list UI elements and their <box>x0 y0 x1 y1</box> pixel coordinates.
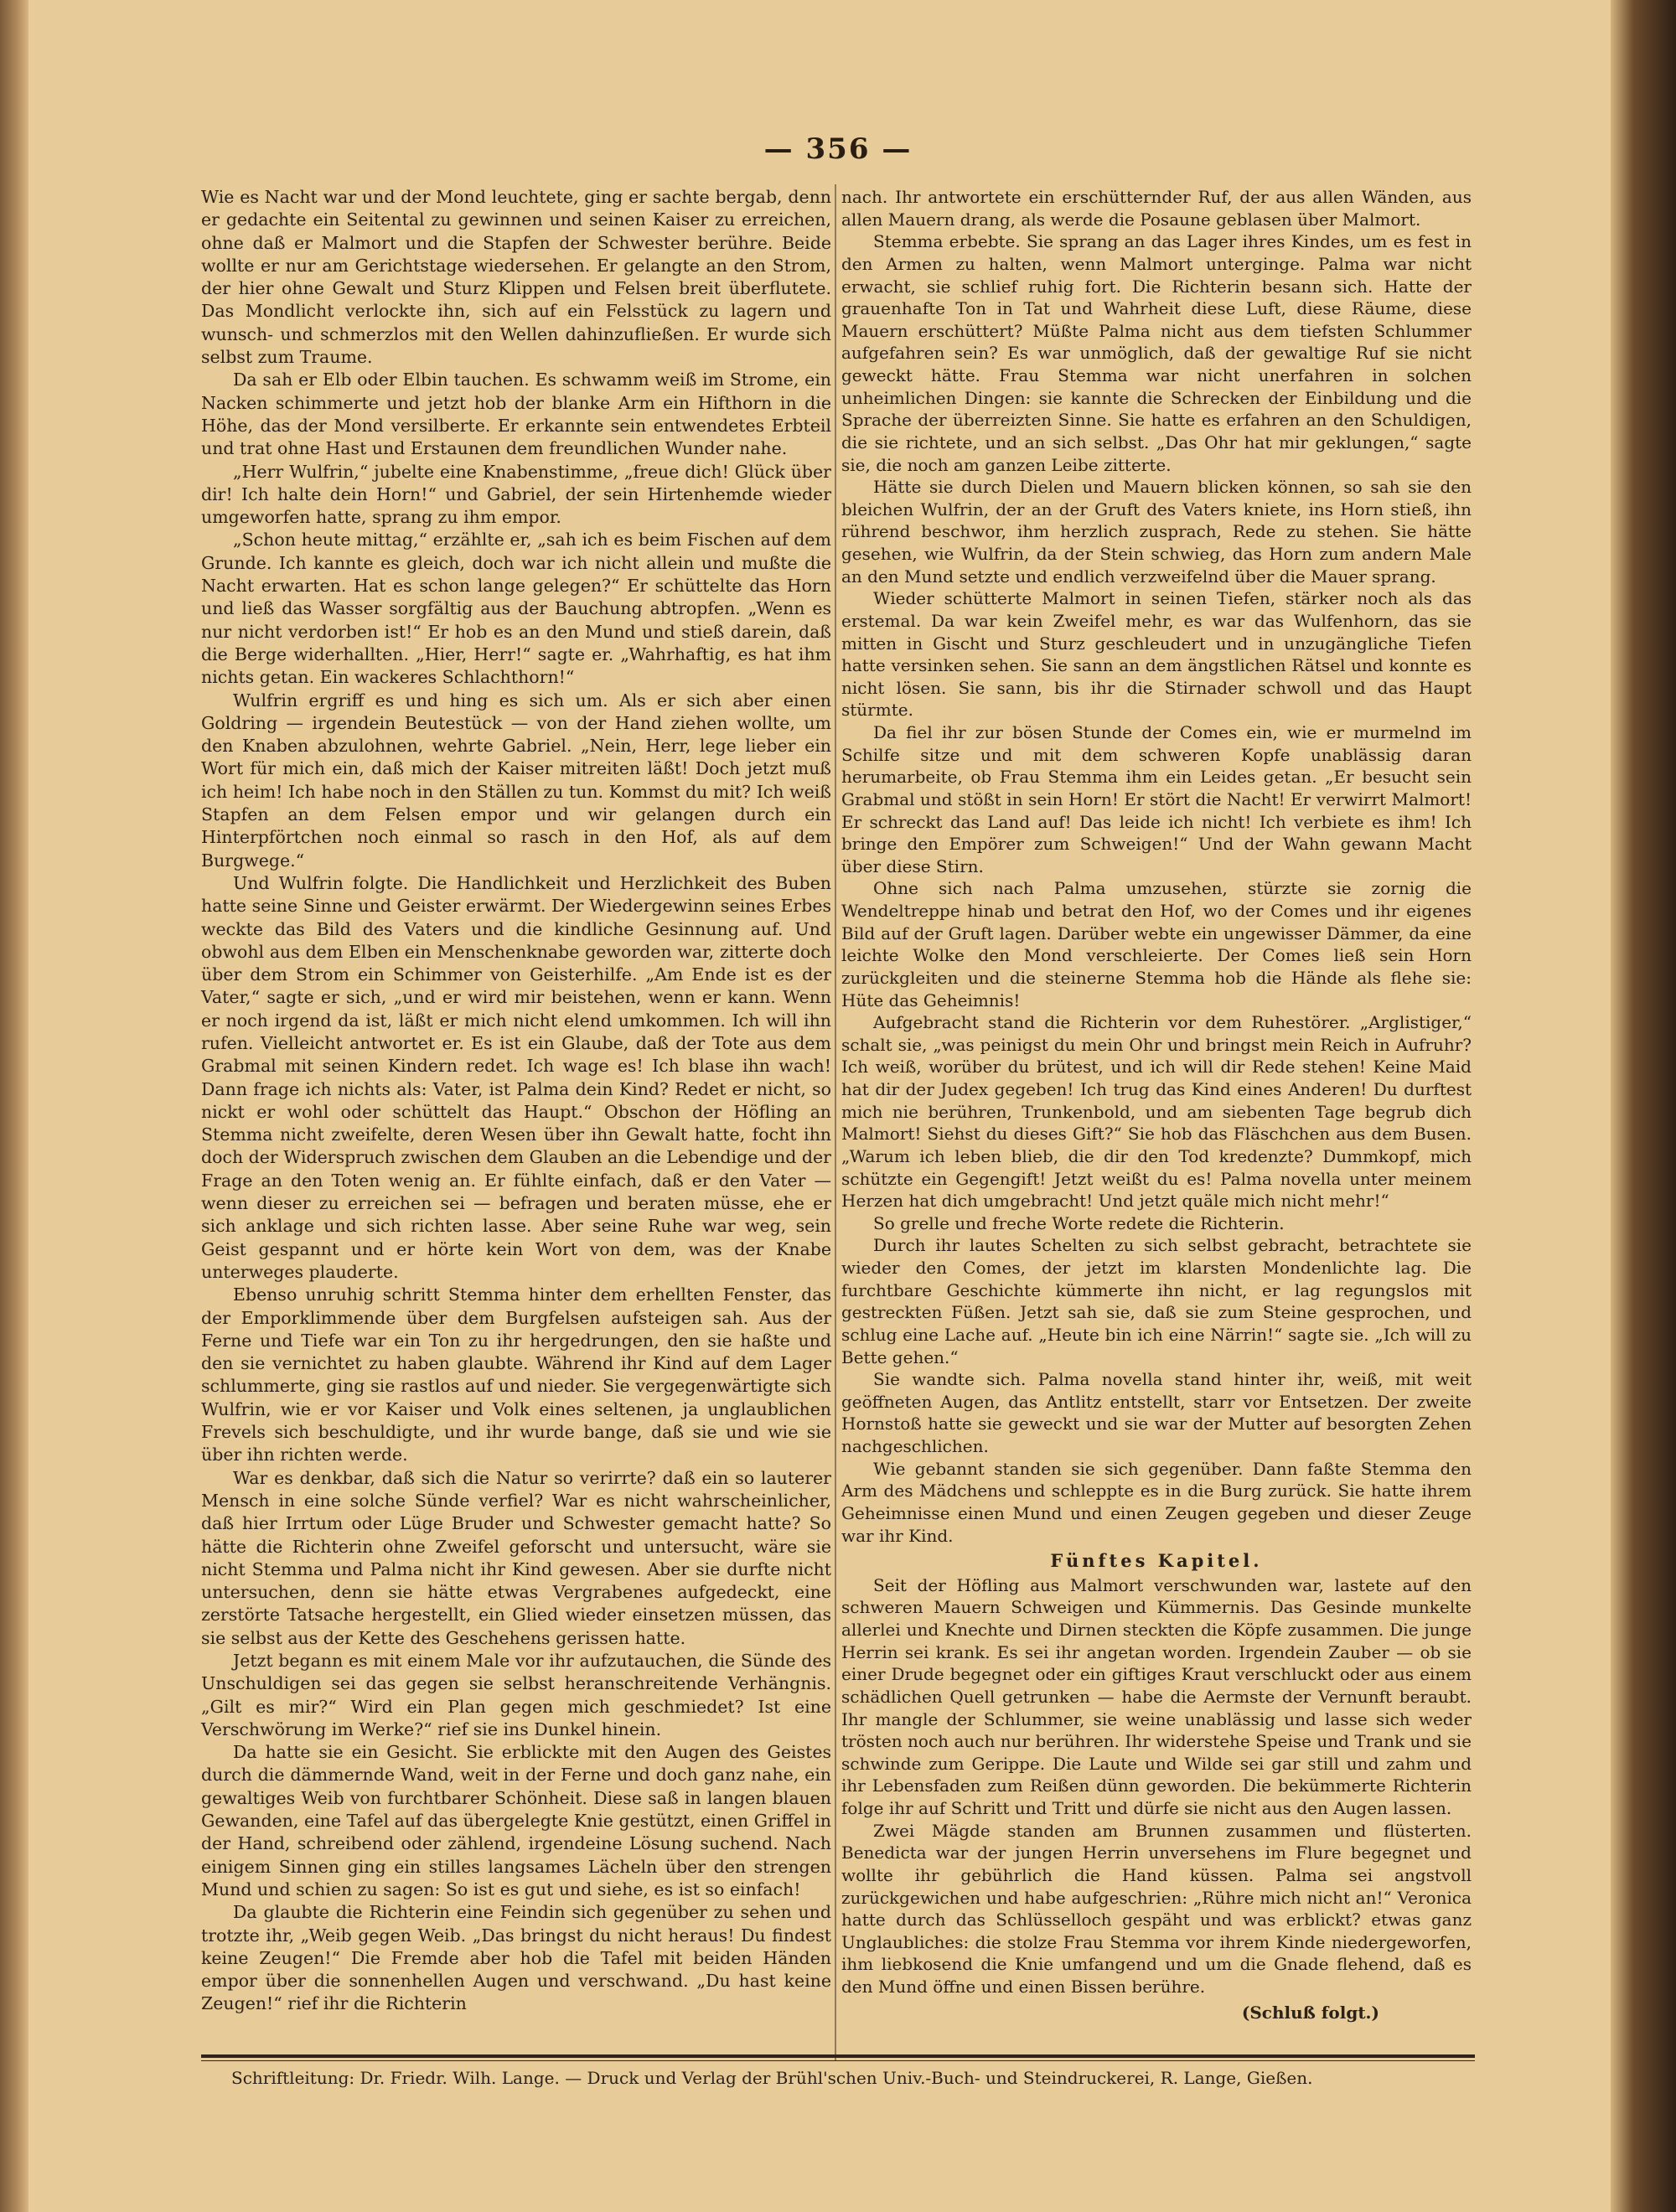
paragraph: Wie es Nacht war und der Mond leuchtete, ging er sachte bergab, denn er gedachte ein Seitental zu gewinnen und seinen Kaiser zu erreichen, ohne daß er Malmort und die Stapfen der Schwester berühre. Beide wollte er nur am Gerichtstage wiedersehen. Er gelangte an den Strom, der hier ohne Gewalt und Sturz Klippen und Felsen breit überflutete. Das Mondlicht verlockte ihn, sich auf ein Felsstück zu lagern und wunsch- und schmerzlos mit den Wellen dahinzufließen. Er wurde sich selbst zum Traume. <box>201 187 831 368</box>
paragraph: So grelle und freche Worte redete die Richterin. <box>873 1212 1285 1233</box>
paragraph: Wie gebannt standen sie sich gegenüber. Dann faßte Stemma den Arm des Mädchens und schleppte es in die Burg zurück. Sie hatte ihrem Geheimnisse einen Mund und einen Zeugen gegeben und dieser Zeuge war ihr Kind. <box>841 1458 1472 1546</box>
paragraph: Da sah er Elb oder Elbin tauchen. Es schwamm weiß im Strome, ein Nacken schimmerte und jetzt hob der blanke Arm ein Hifthorn in die Höhe, das der Mond versilberte. Er erkannte sein entwendetes Erbteil und trat ohne Hast und Erstaunen dem freundlichen Wunder nahe. <box>201 370 831 459</box>
paragraph: „Schon heute mittag,“ erzählte er, „sah ich es beim Fischen auf dem Grunde. Ich kannte es gleich, doch war ich nicht allein und mußte die Nacht erwarten. Hat es schon lange gelegen?“ Er schüttelte das Horn und ließ das Wasser sorgfältig aus der Bauchung abtropfen. „Wenn es nur nicht verdorben ist!“ Er hob es an den Mund und stieß darein, daß die Berge widerhallten. „Hier, Herr!“ sagte er. „Wahrhaftig, es hat ihm nichts getan. Ein wackeres Schlachthorn!“ <box>201 530 831 688</box>
paragraph: Und Wulfrin folgte. Die Handlichkeit und Herzlichkeit des Buben hatte seine Sinne und Geister erwärmt. Der Wiedergewinn seines Erbes weckte das Bild des Vaters und die kindliche Gesinnung auf. Und obwohl aus dem Elben ein Menschenknabe geworden war, zitterte doch über dem Strom ein Schimmer von Geisterhilfe. „Am Ende ist es der Vater,“ sagte er sich, „und er wird mir beistehen, wenn er kann. Wenn er noch irgend da ist, läßt er mich nicht elend umkommen. Ich will ihn rufen. Vielleicht antwortet er. Es ist ein Glaube, daß der Tote aus dem Grabmal mit seinen Kindern redet. Ich wage es! Ich blase ihn wach! Dann frage ich nichts als: Vater, ist Palma dein Kind? Redet er nicht, so nickt er wohl oder schüttelt das Haupt.“ Obschon der Höfling an Stemma nicht zweifelte, deren Wesen über ihn Gewalt hatte, focht ihn doch der Widerspruch zwischen dem Glauben an die Lebendige und der Frage an den Toten wenig an. Er fühlte einfach, daß er den Vater — wenn dieser zu erreichen sei — befragen und beraten müsse, ehe er sich anklage und sich richten lasse. Aber seine Ruhe war weg, sein Geist gespannt und er hörte kein Wort von dem, was der Knabe unterweges plauderte. <box>201 872 831 1282</box>
paragraph: Da fiel ihr zur bösen Stunde der Comes ein, wie er murmelnd im Schilfe sitze und mit dem schweren Kopfe unablässig daran herumarbeite, ob Frau Stemma ihm ein Leides getan. „Er besucht sein Grabmal und stößt in sein Horn! Er stört die Nacht! Er verwirrt Malmort! Er schreckt das Land auf! Das leide ich nicht! Ich verbiete es ihm! Ich bringe den Empörer zum Schweigen!“ Und der Wahn gewann Macht über diese Stirn. <box>841 722 1472 876</box>
to-be-continued-note: (Schluß folgt.) <box>1241 2002 1379 2023</box>
footer-rule-thin <box>201 2060 1475 2061</box>
paragraph: Seit der Höfling aus Malmort verschwunden war, lastete auf den schweren Mauern Schweigen und Kümmernis. Das Gesinde munkelte allerlei und Knechte und Dirnen steckten die Köpfe zusammen. Die junge Herrin sei krank. Es sei ihr angetan worden. Irgendein Zauber — ob sie einer Drude begegnet oder ein giftiges Kraut verschluckt oder aus einem schädlichen Quell getrunken — habe die Aermste der Vernunft beraubt. Ihr mangle der Schlummer, sie weine unablässig und lasse sich weder trösten noch auch nur berühren. Ihr widerstehe Speise und Trank und sie schwinde zum Gerippe. Die Laute und Wilde sei gar still und zahm und ihr Lebensfaden zum Reißen dünn geworden. Die bekümmerte Richterin folge ihr auf Schritt und Tritt und dürfe sie nicht aus den Augen lassen. <box>841 1574 1472 1818</box>
right-column <box>841 186 1472 2023</box>
page-number: — 356 — <box>763 132 913 166</box>
book-spine <box>0 0 28 2212</box>
page-edge <box>1611 0 1676 2212</box>
paragraph: Durch ihr lautes Schelten zu sich selbst gebracht, betrachtete sie wieder den Comes, der jetzt im klarsten Mondenlichte lag. Die furchtbare Geschichte kümmerte ihn nicht, er lag regungslos mit gestreckten Füßen. Jetzt sah sie, daß sie zum Steine gesprochen, und schlug eine Lache auf. „Heute bin ich eine Närrin!“ sagte sie. „Ich will zu Bette gehen.“ <box>841 1235 1472 1367</box>
paragraph: Aufgebracht stand die Richterin vor dem Ruhestörer. „Arglistiger,“ schalt sie, „was peinigst du mein Ohr und bringst mein Reich in Aufruhr? Ich weiß, worüber du brütest, und ich will dir Rede stehen! Keine Maid hat dir der Judex gegeben! Ich trug das Kind eines Anderen! Du durftest mich nie berühren, Trunkenbold, und am siebenten Tage begrub dich Malmort! Siehst du dieses Gift?“ Sie hob das Fläschchen aus dem Busen. „Warum ich leben blieb, die dir den Tod kredenzte? Dummkopf, mich schützte ein Gegengift! Jetzt weißt du es! Palma novella unter meinem Herzen hat dich umgebracht! Und jetzt quäle mich nicht mehr!“ <box>841 1012 1472 1212</box>
paragraph: Jetzt begann es mit einem Male vor ihr aufzutauchen, die Sünde des Unschuldigen sei das gegen sie selbst heranschreitende Verhängnis. „Gilt es mir?“ Wird ein Plan gegen mich geschmiedet? Ist eine Verschwörung im Werke?“ rief sie ins Dunkel hinein. <box>201 1651 831 1739</box>
paragraph: Da glaubte die Richterin eine Feindin sich gegenüber zu sehen und trotzte ihr, „Weib gegen Weib. „Das bringst du nicht heraus! Du findest keine Zeugen!“ Die Fremde aber hob die Tafel mit beiden Händen empor über die sonnenhellen Augen und verschwand. „Du hast keine Zeugen!“ rief ihr die Richterin <box>201 1902 831 2014</box>
paragraph: Ebenso unruhig schritt Stemma hinter dem erhellten Fenster, das der Emporklimmende über dem Burgfelsen aufsteigen sah. Aus der Ferne und Tiefe war ein Ton zu ihr hergedrungen, den sie haßte und den sie vernichtet zu haben glaubte. Während ihr Kind auf dem Lager schlummerte, ging sie rastlos auf und nieder. Sie vergegenwärtigte sich Wulfrin, wie er vor Kaiser und Volk eines seltenen, ja unglaublichen Frevels sich beschuldigte, und ihr wurde bange, daß sie und wie sie über ihn richten werde. <box>201 1284 831 1465</box>
paragraph: Hätte sie durch Dielen und Mauern blicken können, so sah sie den bleichen Wulfrin, der an der Gruft des Vaters kniete, ins Horn stieß, ihn rührend beschwor, ihm herzlich zusprach, Rede zu stehen. Sie hätte gesehen, wie Wulfrin, da der Stein schwieg, das Horn zum andern Male an den Mund setzte und endlich verzweifelnd über die Mauer sprang. <box>841 477 1472 587</box>
paragraph: nach. Ihr antwortete ein erschütternder Ruf, der aus allen Wänden, aus allen Mauern drang, als werde die Posaune geblasen über Malmort. <box>841 187 1472 230</box>
paragraph: Wulfrin ergriff es und hing es sich um. Als er sich aber einen Goldring — irgendein Beutestück — von der Hand ziehen wollte, um den Knaben abzulohnen, wehrte Gabriel. „Nein, Herr, lege lieber ein Wort für mich ein, daß mich der Kaiser mitreiten läßt! Doch jetzt muß ich heim! Ich habe noch in den Ställen zu tun. Kommst du mit? Ich weiß Stapfen an dem Felsen empor und wir gelangen durch ein Hinterpförtchen noch einmal so rasch in den Hof, als auf dem Burgwege.“ <box>201 690 831 871</box>
chapter-heading: Fünftes Kapitel. <box>1050 1550 1263 1572</box>
paragraph: Ohne sich nach Palma umzusehen, stürzte sie zornig die Wendeltreppe hinab und betrat den Hof, wo der Comes und ihr eigenes Bild auf der Gruft lagen. Darüber webte ein ungewisser Dämmer, da eine leichte Wolke den Mond verschleierte. Der Comes ließ sein Horn zurückgleiten und die steinerne Stemma hob die Hände als flehe sie: Hüte das Geheimnis! <box>841 878 1472 1010</box>
paragraph: Sie wandte sich. Palma novella stand hinter ihr, weiß, mit weit geöffneten Augen, das Antlitz entstellt, starr vor Entsetzen. Der zweite Hornstoß hatte sie geweckt und sie war der Mutter auf besorgten Zehen nachgeschlichen. <box>841 1369 1472 1456</box>
left-column <box>201 186 831 2016</box>
paragraph: Da hatte sie ein Gesicht. Sie erblickte mit den Augen des Geistes durch die dämmernde Wand, weit in der Ferne und doch ganz nahe, ein gewaltiges Weib von furchtbarer Schönheit. Diese saß in langen blauen Gewanden, eine Tafel auf das übergelegte Knie gestützt, einen Griffel in der Hand, schreibend oder zählend, irgendeine Lösung suchend. Nach einigem Sinnen ging ein stilles langsames Lächeln über den strengen Mund und schien zu sagen: So ist es gut und siehe, es ist so einfach! <box>201 1742 831 1899</box>
paragraph: „Herr Wulfrin,“ jubelte eine Knabenstimme, „freue dich! Glück über dir! Ich halte dein Horn!“ und Gabriel, der sein Hirtenhemde wieder umgeworfen hatte, sprang zu ihm empor. <box>201 461 831 528</box>
paragraph: Stemma erbebte. Sie sprang an das Lager ihres Kindes, um es fest in den Armen zu halten, wenn Malmort unterginge. Palma war nicht erwacht, sie schlief ruhig fort. Die Richterin besann sich. Hatte der grauenhafte Ton in Tat und Wahrheit diese Luft, diese Räume, diese Mauern erschüttert? Müßte Palma nicht aus dem tiefsten Schlummer aufgefahren sein? Es war unmöglich, daß der gewaltige Ruf sie nicht geweckt hätte. Frau Stemma war nicht unerfahren in solchen unheimlichen Dingen: sie kannte die Schrecken der Einbildung und die Sprache der überreizten Sinne. Sie hatte es erfahren an den Schuldigen, die sie richtete, und an sich selbst. „Das Ohr hat mir geklungen,“ sagte sie, die noch am ganzen Leibe zitterte. <box>841 231 1472 475</box>
footer-rule <box>201 2054 1475 2058</box>
paragraph: Wieder schütterte Malmort in seinen Tiefen, stärker noch als das erstemal. Da war kein Zweifel mehr, es war das Wulfenhorn, das sie mitten in Gischt und Sturz geschleudert und in unzugängliche Tiefen hatte versinken sehen. Sie sann an dem ängstlichen Rätsel und konnte es nicht lösen. Sie sann, bis ihr die Stirnader schwoll und das Haupt stürmte. <box>841 588 1472 721</box>
paragraph: War es denkbar, daß sich die Natur so verirrte? daß ein so lauterer Mensch in eine solche Sünde verfiel? War es nicht wahrscheinlicher, daß hier Irrtum oder Lüge Bruder und Schwester gemacht hatte? So hätte die Richterin ohne Zweifel geforscht und untersucht, wäre sie nicht Stemma und Palma nicht ihr Kind gewesen. Aber sie durfte nicht untersuchen, denn sie hätte etwas Vergrabenes aufgedeckt, eine zerstörte Tatsache hergestellt, ein Glied wieder einsetzen müssen, das sie selbst aus der Kette des Geschehens gerissen hatte. <box>201 1467 831 1648</box>
column-divider <box>835 184 836 2061</box>
paragraph: Zwei Mägde standen am Brunnen zusammen und flüsterten. Benedicta war der jungen Herrin unversehens im Flure begegnet und wollte ihr gebührlich die Hand küssen. Palma sei angstvoll zurückgewichen und habe aufgeschrien: „Rühre mich nicht an!“ Veronica hatte durch das Schlüsselloch gespäht und was erblickt? etwas ganz Unglaubliches: die stolze Frau Stemma vor ihrem Kinde niedergeworfen, ihm liebkosend die Knie umfangend und um die Gnade flehend, daß es den Mund öffne und einen Bissen berühre. <box>841 1820 1472 1997</box>
imprint-footer: Schriftleitung: Dr. Friedr. Wilh. Lange. — Druck und Verlag der Brühl'schen Univ.-Buch- und Steindruckerei, R. Lange, Gießen. <box>231 2068 1313 2088</box>
